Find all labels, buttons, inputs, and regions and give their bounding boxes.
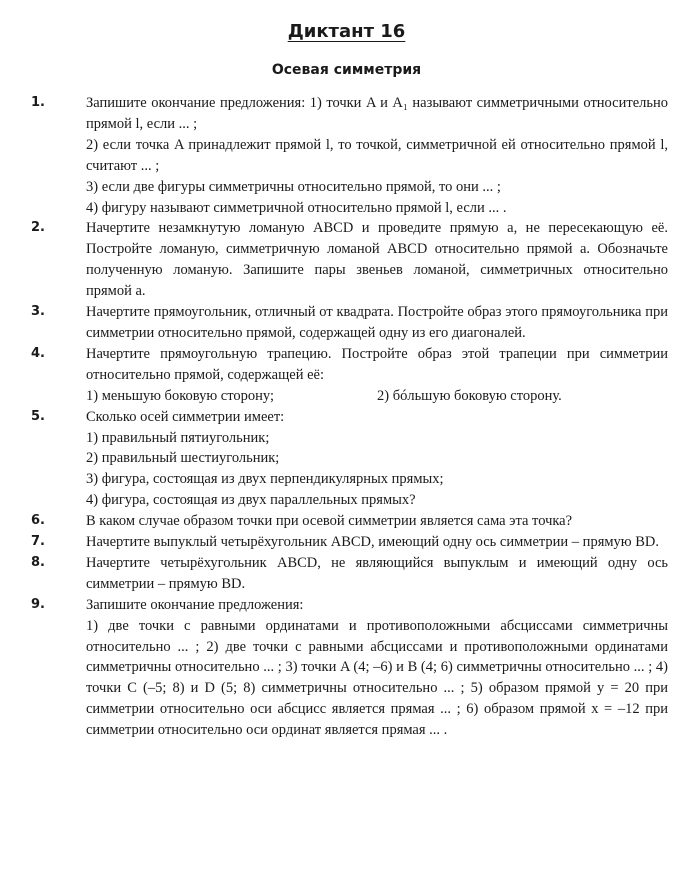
worksheet-subtitle: Осевая симметрия bbox=[271, 62, 422, 78]
problem-number: 5. bbox=[31, 408, 45, 424]
problem-number: 2. bbox=[31, 220, 45, 236]
problem-number: 3. bbox=[31, 304, 45, 320]
problem-2 bbox=[0, 218, 693, 302]
problem-1 bbox=[0, 93, 693, 218]
problem-5 bbox=[0, 407, 693, 512]
problem-3 bbox=[0, 302, 693, 344]
option-smaller-side: 1) меньшую боковую сторону; bbox=[86, 387, 274, 404]
problem-text: Начертите выпуклый четырёхугольник ABCD, имеющий одну ось симметрии – прямую BD. bbox=[86, 534, 660, 551]
problem-4 bbox=[0, 344, 693, 407]
problem-number: 7. bbox=[31, 534, 45, 550]
problem-text: Запишите окончание предложения: 1) точки A и A₁ называют симметричными относительно прямой l, если ... ; 2) если точка A принадлежит прямой l, то точкой, симметричной ей относительно прямой l, считают ... ; 3) если две фигуры симметричны относительно прямой, то они ... ; 4) фигуру называют симметричной относительно прямой l, если ... . bbox=[86, 95, 668, 216]
problem-options bbox=[86, 386, 668, 407]
problem-text: Начертите прямоугольную трапецию. Постройте образ этой трапеции при симметрии относительно прямой, содержащей её: bbox=[86, 345, 668, 383]
problem-number: 8. bbox=[31, 554, 45, 570]
problem-number: 6. bbox=[31, 513, 45, 529]
problem-7 bbox=[0, 532, 693, 553]
option-larger-side: 2) бóльшую боковую сторону. bbox=[377, 387, 562, 404]
problem-number: 1. bbox=[31, 95, 45, 110]
problem-9 bbox=[0, 595, 693, 741]
problem-list bbox=[0, 93, 693, 741]
worksheet-title: Диктант 16 bbox=[287, 21, 406, 42]
problem-text: Сколько осей симметрии имеет: 1) правильный пятиугольник; 2) правильный шестиугольник; 3) фигура, состоящая из двух перпендикулярных прямых; 4) фигура, состоящая из двух параллельных прямых? bbox=[86, 408, 444, 509]
problem-8 bbox=[0, 553, 693, 595]
problem-text: Начертите четырёхугольник ABCD, не являющийся выпуклым и имеющий одну ось симметрии – прямую BD. bbox=[86, 554, 668, 592]
problem-text: В каком случае образом точки при осевой симметрии является сама эта точка? bbox=[86, 513, 573, 530]
problem-text: Начертите прямоугольник, отличный от квадрата. Постройте образ этого прямоугольника при симметрии относительно прямой, содержащей одну из его диагоналей. bbox=[86, 304, 668, 341]
problem-6 bbox=[0, 511, 693, 532]
problem-number: 9. bbox=[31, 596, 45, 612]
problem-text: Начертите незамкнутую ломаную ABCD и проведите прямую a, не пересекающую её. Постройте ломаную, симметричную ломаной ABCD относительно прямой a. Обозначьте полученную ломаную. Запишите пары звеньев ломаной, симметричных относительно прямой a. bbox=[86, 220, 668, 300]
problem-number: 4. bbox=[31, 345, 45, 361]
problem-text: Запишите окончание предложения: 1) две точки с равными ординатами и противоположными абсциссами симметричны относительно ... ; 2) две точки с равными абсциссами и противоположными ординатами симметричны относительно ... ; 3) точки A (4; –6) и B (4; 6) симметричны относительно ... ; 4) точки C (–5; 8) и D (5; 8) симметричны относительно ... ; 5) образом прямой y = 20 при симметрии относительно оси абсцисс является прямая ... ; 6) образом прямой x = –12 при симметрии относительно оси ординат является прямая ... . bbox=[86, 596, 668, 739]
